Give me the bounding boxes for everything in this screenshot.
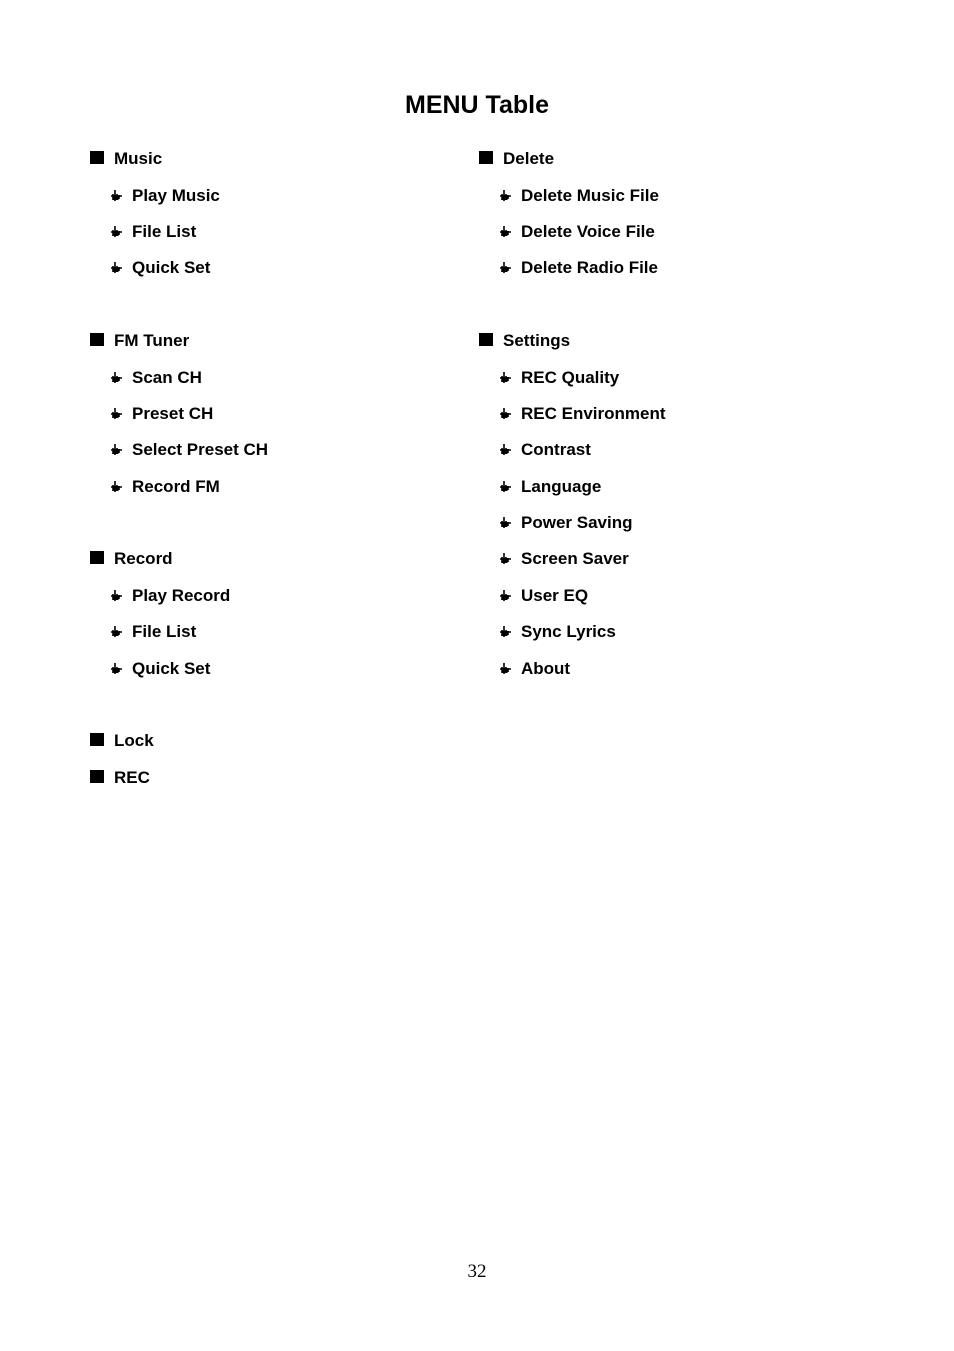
pointing-hand-icon [499, 406, 512, 420]
menu-item [499, 257, 658, 279]
pointing-hand-icon [110, 588, 123, 602]
menu-item-label: File List [132, 622, 197, 641]
section-rec [90, 767, 150, 789]
menu-item [499, 548, 629, 570]
pointing-hand-icon [499, 260, 512, 274]
pointing-hand-icon [499, 370, 512, 384]
pointing-hand-icon [110, 406, 123, 420]
pointing-hand-icon [499, 551, 512, 565]
menu-item [110, 439, 268, 461]
menu-item-label: Language [521, 477, 602, 496]
pointing-hand-icon [110, 624, 123, 638]
menu-item-label: Sync Lyrics [521, 622, 616, 641]
menu-item-label: About [521, 659, 571, 678]
menu-item-label: Contrast [521, 440, 591, 459]
section-delete [479, 148, 554, 170]
menu-item [110, 367, 202, 389]
menu-item [499, 512, 632, 534]
menu-item [110, 221, 196, 243]
filled-square-icon [90, 551, 104, 564]
menu-item-label: Quick Set [132, 659, 211, 678]
menu-item-label: Select Preset CH [132, 440, 269, 459]
section-label: Settings [503, 331, 571, 350]
menu-item-label: Power Saving [521, 513, 633, 532]
pointing-hand-icon [110, 224, 123, 238]
menu-item-label: Delete Radio File [521, 258, 658, 277]
section-settings [479, 330, 570, 352]
pointing-hand-icon [110, 370, 123, 384]
menu-item-label: Screen Saver [521, 549, 629, 568]
menu-item [110, 185, 220, 207]
section-label: Record [114, 549, 173, 568]
menu-item-label: Delete Voice File [521, 222, 655, 241]
pointing-hand-icon [499, 188, 512, 202]
menu-item-label: Record FM [132, 477, 220, 496]
filled-square-icon [479, 151, 493, 164]
menu-item [499, 221, 655, 243]
section-label: REC [114, 768, 150, 787]
page-number: 32 [467, 1261, 487, 1282]
menu-item-label: REC Environment [521, 404, 666, 423]
menu-item [110, 621, 196, 643]
filled-square-icon [90, 733, 104, 746]
menu-item-label: Play Record [132, 586, 231, 605]
pointing-hand-icon [110, 442, 123, 456]
menu-item [499, 621, 616, 643]
menu-item [110, 585, 230, 607]
menu-item [499, 439, 591, 461]
section-label: Music [114, 149, 163, 168]
menu-item [499, 476, 601, 498]
pointing-hand-icon [110, 260, 123, 274]
pointing-hand-icon [499, 661, 512, 675]
section-label: FM Tuner [114, 331, 190, 350]
menu-item [499, 185, 659, 207]
section-record [90, 548, 173, 570]
filled-square-icon [90, 151, 104, 164]
pointing-hand-icon [499, 624, 512, 638]
menu-item-label: Quick Set [132, 258, 211, 277]
pointing-hand-icon [499, 515, 512, 529]
menu-item-label: Delete Music File [521, 186, 659, 205]
filled-square-icon [90, 770, 104, 783]
menu-item [110, 257, 210, 279]
menu-item [110, 476, 220, 498]
menu-item-label: Scan CH [132, 368, 202, 387]
menu-item [110, 658, 210, 680]
pointing-hand-icon [499, 442, 512, 456]
menu-item-label: User EQ [521, 586, 589, 605]
menu-item-label: Preset CH [132, 404, 214, 423]
menu-item-label: Play Music [132, 186, 220, 205]
menu-item [499, 658, 570, 680]
menu-item-label: File List [132, 222, 197, 241]
filled-square-icon [479, 333, 493, 346]
section-fm-tuner [90, 330, 189, 352]
pointing-hand-icon [110, 661, 123, 675]
section-lock [90, 730, 154, 752]
filled-square-icon [90, 333, 104, 346]
pointing-hand-icon [499, 224, 512, 238]
menu-item [499, 367, 619, 389]
page-title: MENU Table [405, 91, 549, 119]
pointing-hand-icon [110, 188, 123, 202]
menu-item [499, 585, 588, 607]
section-label: Delete [503, 149, 555, 168]
section-label: Lock [114, 731, 154, 750]
pointing-hand-icon [110, 479, 123, 493]
menu-item [110, 403, 213, 425]
menu-item [499, 403, 666, 425]
section-music [90, 148, 162, 170]
menu-item-label: REC Quality [521, 368, 620, 387]
pointing-hand-icon [499, 479, 512, 493]
pointing-hand-icon [499, 588, 512, 602]
